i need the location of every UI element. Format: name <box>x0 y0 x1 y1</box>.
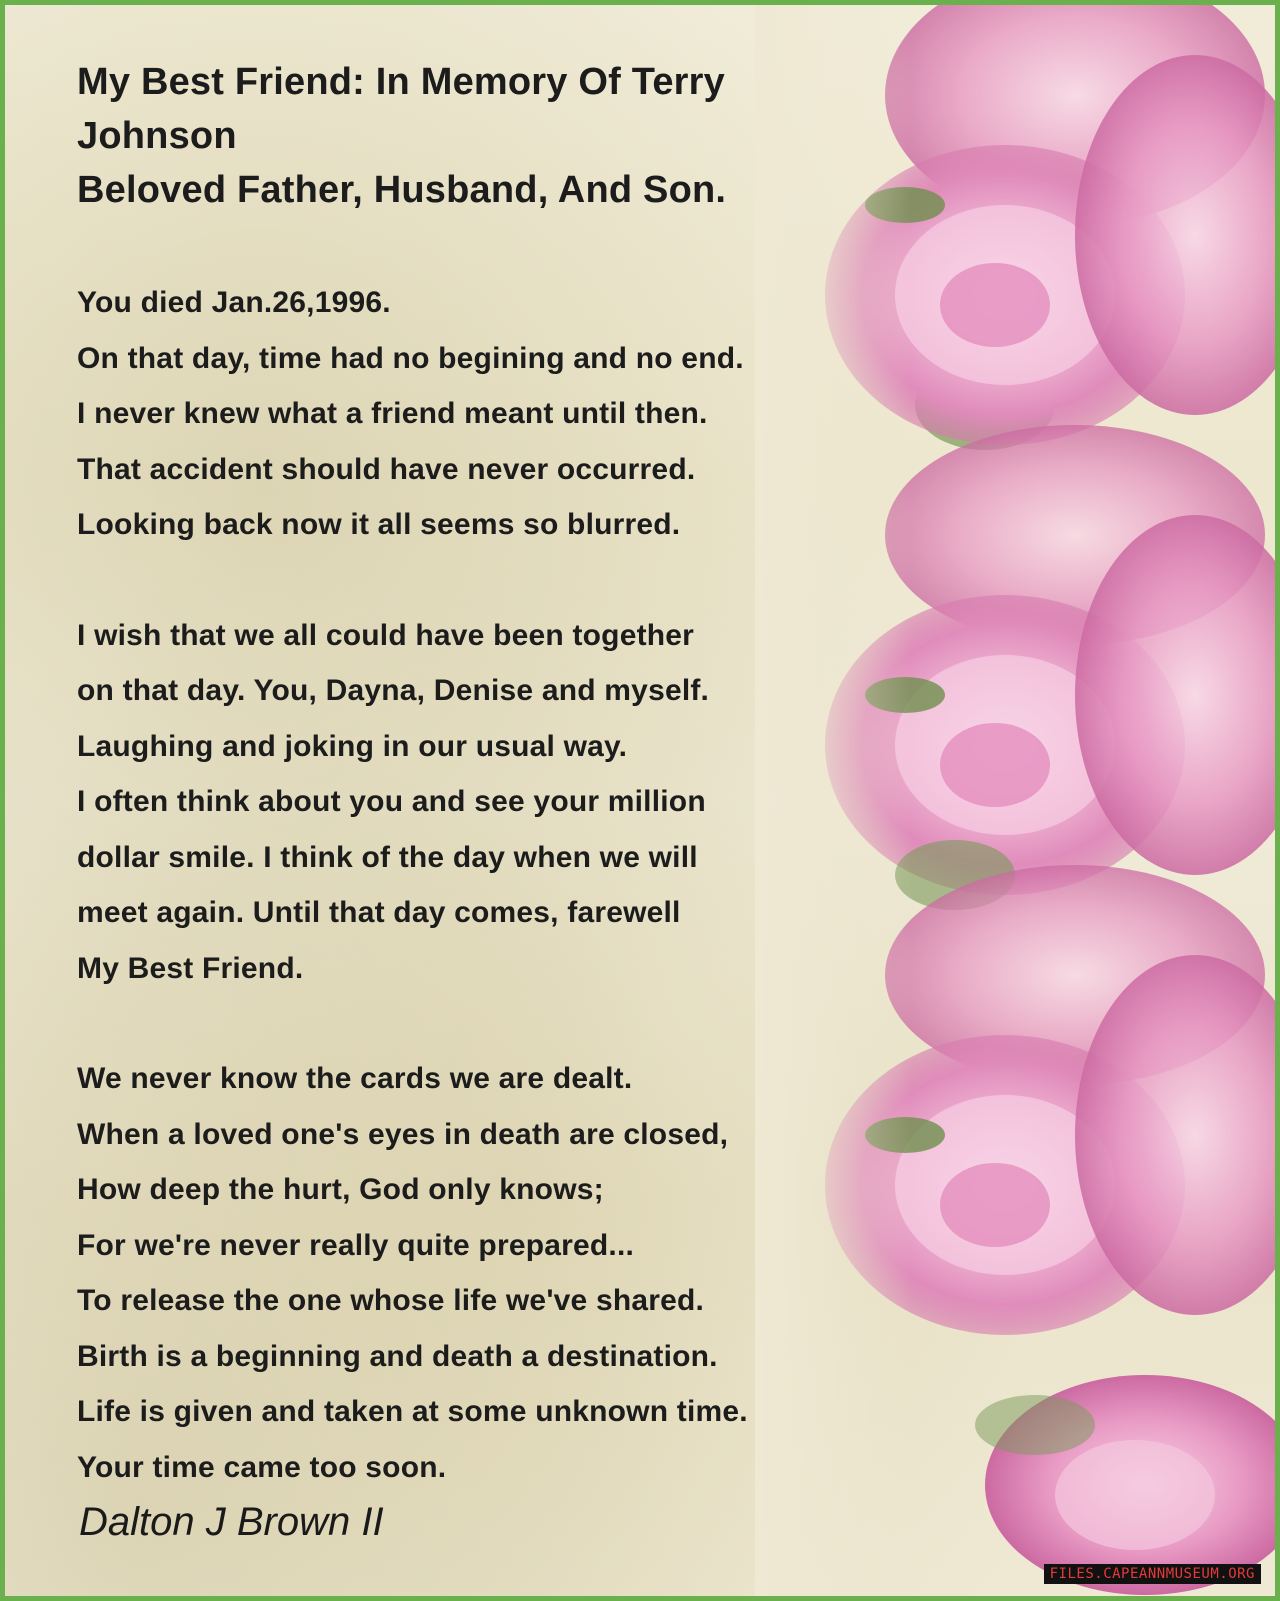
poem <box>77 55 877 1550</box>
poem-line: Birth is a beginning and death a destination. <box>77 1339 718 1373</box>
poem-line: My Best Friend. <box>77 951 304 985</box>
poem-title <box>77 55 877 217</box>
poem-line: Laughing and joking in our usual way. <box>77 729 628 763</box>
stanza-3 <box>77 1051 877 1495</box>
site-watermark: FILES.CAPEANNMUSEUM.ORG <box>1044 1564 1261 1584</box>
poem-line: Life is given and taken at some unknown time. <box>77 1395 748 1428</box>
poem-author: Dalton J Brown II <box>79 1500 384 1544</box>
poem-line: For we're never really quite prepared... <box>77 1228 635 1262</box>
title-line-1: My Best Friend: In Memory Of Terry Johnson <box>77 61 725 157</box>
poem-line: dollar smile. I think of the day when we will <box>77 840 698 874</box>
poem-line: You died Jan.26,1996. <box>77 286 391 319</box>
poem-line: On that day, time had no begining and no end. <box>77 341 744 375</box>
poem-line: We never know the cards we are dealt. <box>77 1062 633 1095</box>
poem-line: meet again. Until that day comes, farewell <box>77 896 681 929</box>
poem-line: That accident should have never occurred. <box>77 452 696 486</box>
poem-line: I wish that we all could have been together <box>77 618 695 652</box>
poem-line: Your time came too soon. <box>77 1450 447 1484</box>
stanza-1 <box>77 275 877 553</box>
poem-line: When a loved one's eyes in death are closed, <box>77 1117 729 1151</box>
poem-line: To release the one whose life we've shared. <box>77 1284 705 1317</box>
poem-line: Looking back now it all seems so blurred. <box>77 508 681 541</box>
title-line-2: Beloved Father, Husband, And Son. <box>77 169 727 211</box>
poem-line: on that day. You, Dayna, Denise and myself. <box>77 674 710 707</box>
stanza-2 <box>77 608 877 997</box>
poem-line: I often think about you and see your million <box>77 785 706 818</box>
poem-line: How deep the hurt, God only knows; <box>77 1173 604 1206</box>
poem-line: I never knew what a friend meant until then. <box>77 397 708 430</box>
